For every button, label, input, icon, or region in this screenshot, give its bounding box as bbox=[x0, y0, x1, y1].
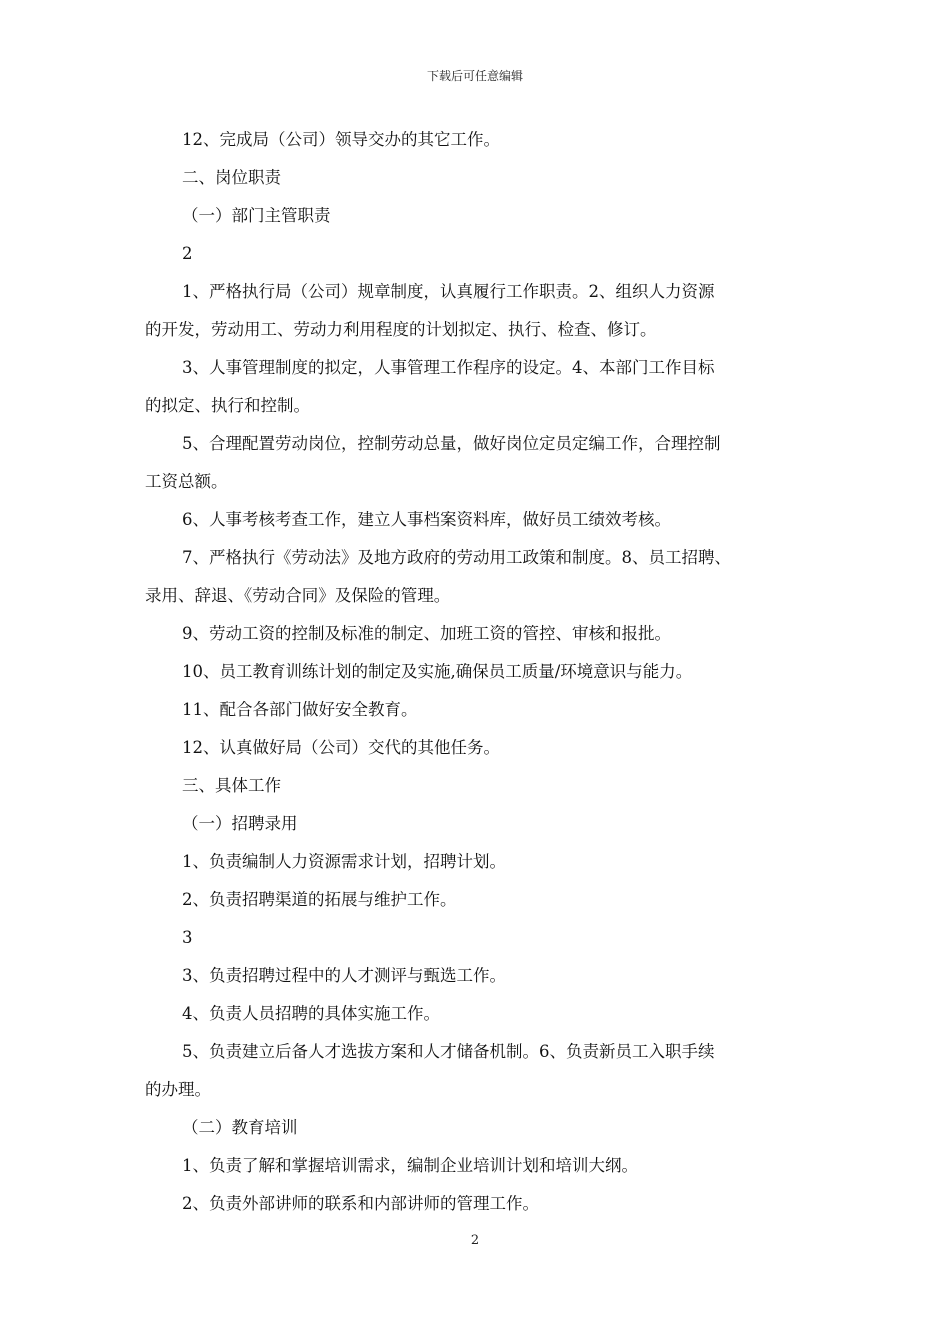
paragraph-line: 1、负责编制人力资源需求计划，招聘计划。 bbox=[182, 852, 506, 871]
paragraph-line: 12、完成局（公司）领导交办的其它工作。 bbox=[182, 130, 500, 149]
page-header: 下载后可任意编辑 bbox=[426, 69, 523, 83]
paragraph-line: 5、合理配置劳动岗位，控制劳动总量，做好岗位定员定编工作，合理控制 bbox=[182, 434, 721, 453]
paragraph-line: 6、人事考核考查工作，建立人事档案资料库，做好员工绩效考核。 bbox=[182, 510, 671, 529]
subsection-heading: （一）招聘录用 bbox=[182, 814, 298, 833]
page-number: 2 bbox=[470, 1233, 480, 1248]
paragraph-line: 的开发，劳动用工、劳动力利用程度的计划拟定、执行、检查、修订。 bbox=[145, 320, 657, 339]
paragraph-line: 4、负责人员招聘的具体实施工作。 bbox=[182, 1004, 440, 1023]
paragraph-line: 10、员工教育训练计划的制定及实施,确保员工质量/环境意识与能力。 bbox=[182, 662, 693, 681]
paragraph-line: 5、负责建立后备人才选拔方案和人才储备机制。6、负责新员工入职手续 bbox=[182, 1042, 715, 1061]
paragraph-line: 9、劳动工资的控制及标准的制定、加班工资的管控、审核和报批。 bbox=[182, 624, 671, 643]
paragraph-line: 3、人事管理制度的拟定，人事管理工作程序的设定。4、本部门工作目标 bbox=[182, 358, 715, 377]
document-body bbox=[145, 121, 810, 1223]
paragraph-line: 7、严格执行《劳动法》及地方政府的劳动用工政策和制度。8、员工招聘、 bbox=[182, 548, 731, 567]
paragraph-line: 3、负责招聘过程中的人才测评与甄选工作。 bbox=[182, 966, 506, 985]
paragraph-line: 11、配合各部门做好安全教育。 bbox=[182, 700, 418, 719]
paragraph-line: 的拟定、执行和控制。 bbox=[145, 396, 310, 415]
paragraph-line: 的办理。 bbox=[145, 1080, 211, 1099]
paragraph-line: 录用、辞退、《劳动合同》及保险的管理。 bbox=[145, 586, 451, 605]
subsection-heading: （二）教育培训 bbox=[182, 1118, 298, 1137]
section-heading: 二、岗位职责 bbox=[182, 168, 281, 187]
paragraph-line: 2、负责外部讲师的联系和内部讲师的管理工作。 bbox=[182, 1194, 539, 1213]
paragraph-line: 3 bbox=[182, 928, 193, 947]
paragraph-line: 2、负责招聘渠道的拓展与维护工作。 bbox=[182, 890, 457, 909]
subsection-heading: （一）部门主管职责 bbox=[182, 206, 331, 225]
paragraph-line: 工资总额。 bbox=[145, 472, 228, 491]
paragraph-line: 12、认真做好局（公司）交代的其他任务。 bbox=[182, 738, 500, 757]
paragraph-line: 2 bbox=[182, 244, 193, 263]
paragraph-line: 1、严格执行局（公司）规章制度，认真履行工作职责。2、组织人力资源 bbox=[182, 282, 715, 301]
section-heading: 三、具体工作 bbox=[182, 776, 281, 795]
paragraph-line: 1、负责了解和掌握培训需求，编制企业培训计划和培训大纲。 bbox=[182, 1156, 638, 1175]
